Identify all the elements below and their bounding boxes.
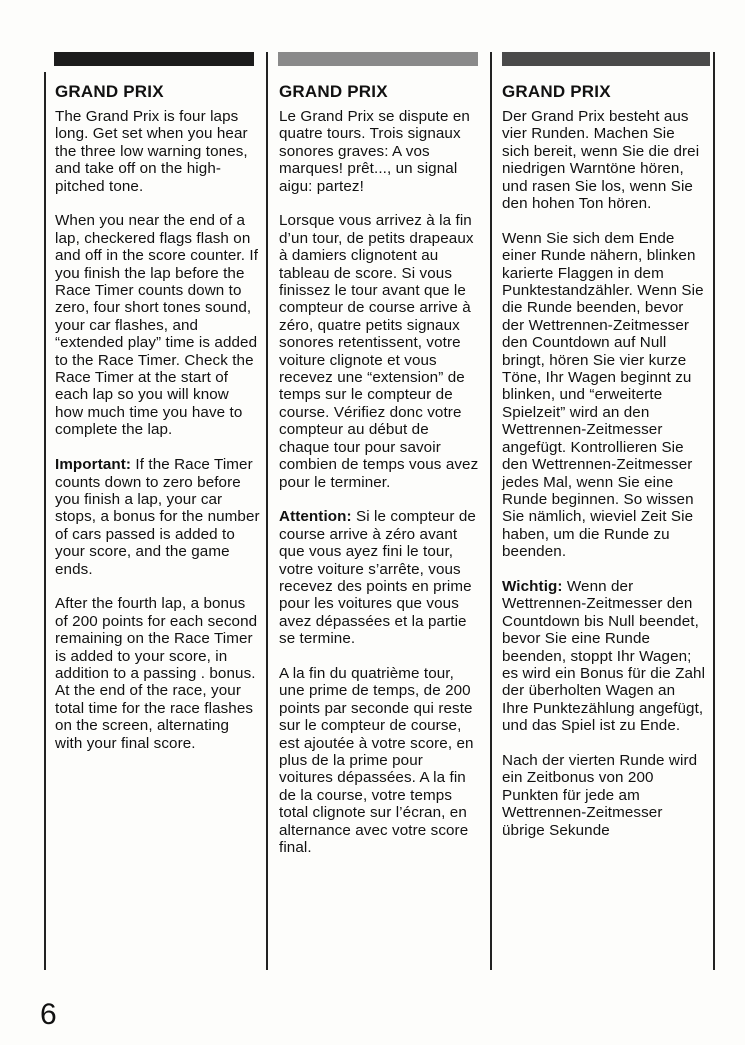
french-paragraph: Lorsque vous arrivez à la fin d’un tour, de petits drapeaux à damiers clignotent au tableau de score. Si vous finissez le tour avant que le compteur de course arrive à zéro, quatre petits signaux sonores retentissent, votre voiture clignote et vous recevez une “extension” de temps sur le compteur de course. Vérifiez donc votre compteur au début de chaque tour pour savoir combien de temps vous avez pour le terminer. [279,212,479,491]
english-paragraph [55,456,260,578]
french-paragraph [279,508,481,647]
german-column-text [502,108,706,856]
german-heading: GRAND PRIX [502,82,611,101]
header-bar-english [54,52,254,66]
column-divider [713,52,715,970]
column-divider [490,52,492,970]
column-divider [44,72,46,970]
french-heading: GRAND PRIX [279,82,388,101]
english-paragraph: When you near the end of a lap, checkered flags flash on and off in the score counter. If you finish the lap before the Race Timer counts down to zero, four short tones sound, your car flashes, and “extended play” time is added to the Race Timer. Check the Race Timer at the start of each lap so you will know how much time you have to complete the lap. [55,212,259,439]
french-paragraph: A la fin du quatrième tour, une prime de temps, de 200 points par seconde qui reste sur le compteur de course, est ajoutée à votre score, en plus de la prime pour voitures dépassées. A la fin de la course, votre temps total clignote sur l’écran, en alternance avec votre score final. [279,664,474,857]
french-attention-text: Si le compteur de course arrive à zéro avant que vous ayez fini le tour, votre voiture s’arrête, vous recevez des points en prime pour les voitures que vous avez dépassées et la partie se termine. [279,508,476,648]
english-column-text [55,108,260,769]
attention-label: Attention: [279,508,352,526]
english-important-text: If the Race Timer counts down to zero before you finish a lap, your car stops, a bonus for the number of cars passed is added to your score, and the game ends. [55,456,260,578]
french-column-text [279,108,481,874]
english-paragraph: After the fourth lap, a bonus of 200 points for each second remaining on the Race Timer is added to your score, in addition to a passing . bonus. At the end of the race, your total time for the race flashes on the screen, alternating with your final score. [55,595,258,752]
german-wichtig-text: Wenn der Wettrennen-Zeitmesser den Countdown bis Null beendet, bevor Sie eine Runde beenden, stoppt Ihr Wagen; es wird ein Bonus für die Zahl der überholten Wagen an Ihre Punktezählung angefügt, und das Spiel ist zu Ende. [502,577,706,735]
english-paragraph: The Grand Prix is four laps long. Get set when you hear the three low warning tones, and take off on the high-pitched tone. [55,108,248,195]
column-divider [266,52,268,970]
header-bar-german [502,52,710,66]
german-paragraph: Wenn Sie sich dem Ende einer Runde nähern, blinken karierte Flaggen in dem Punktestandzähler. Wenn Sie die Runde beenden, bevor der Wettrennen-Zeitmesser den Countdown auf Null bringt, hören Sie vier kurze Töne, Ihr Wagen beginnt zu blinken, und “erweiterte Spielzeit” wird an den Wettrennen-Zeitmesser angefügt. Kontrollieren Sie den Wettrennen-Zeitmesser jedes Mal, wenn Sie eine Runde beginnen. So wissen Sie nämlich, wieviel Zeit Sie haben, um die Runde zu beenden. [502,229,704,561]
english-heading: GRAND PRIX [55,82,164,101]
french-paragraph: Le Grand Prix se dispute en quatre tours. Trois signaux sonores graves: A vos marques! prêt..., un signal aigu: partez! [279,108,470,195]
header-bar-french [278,52,478,66]
german-paragraph [502,578,706,735]
page-number: 6 [40,998,57,1031]
german-paragraph: Der Grand Prix besteht aus vier Runden. Machen Sie sich bereit, wenn Sie die drei niedrigen Warntöne hören, und rasen Sie los, wenn Sie den hohen Ton hören. [502,108,700,213]
german-paragraph: Nach der vierten Runde wird ein Zeitbonus von 200 Punkten für jede am Wettrennen-Zeitmesser übrige Sekunde [502,751,698,839]
important-label: Important: [55,456,132,474]
wichtig-label: Wichtig: [502,577,563,595]
